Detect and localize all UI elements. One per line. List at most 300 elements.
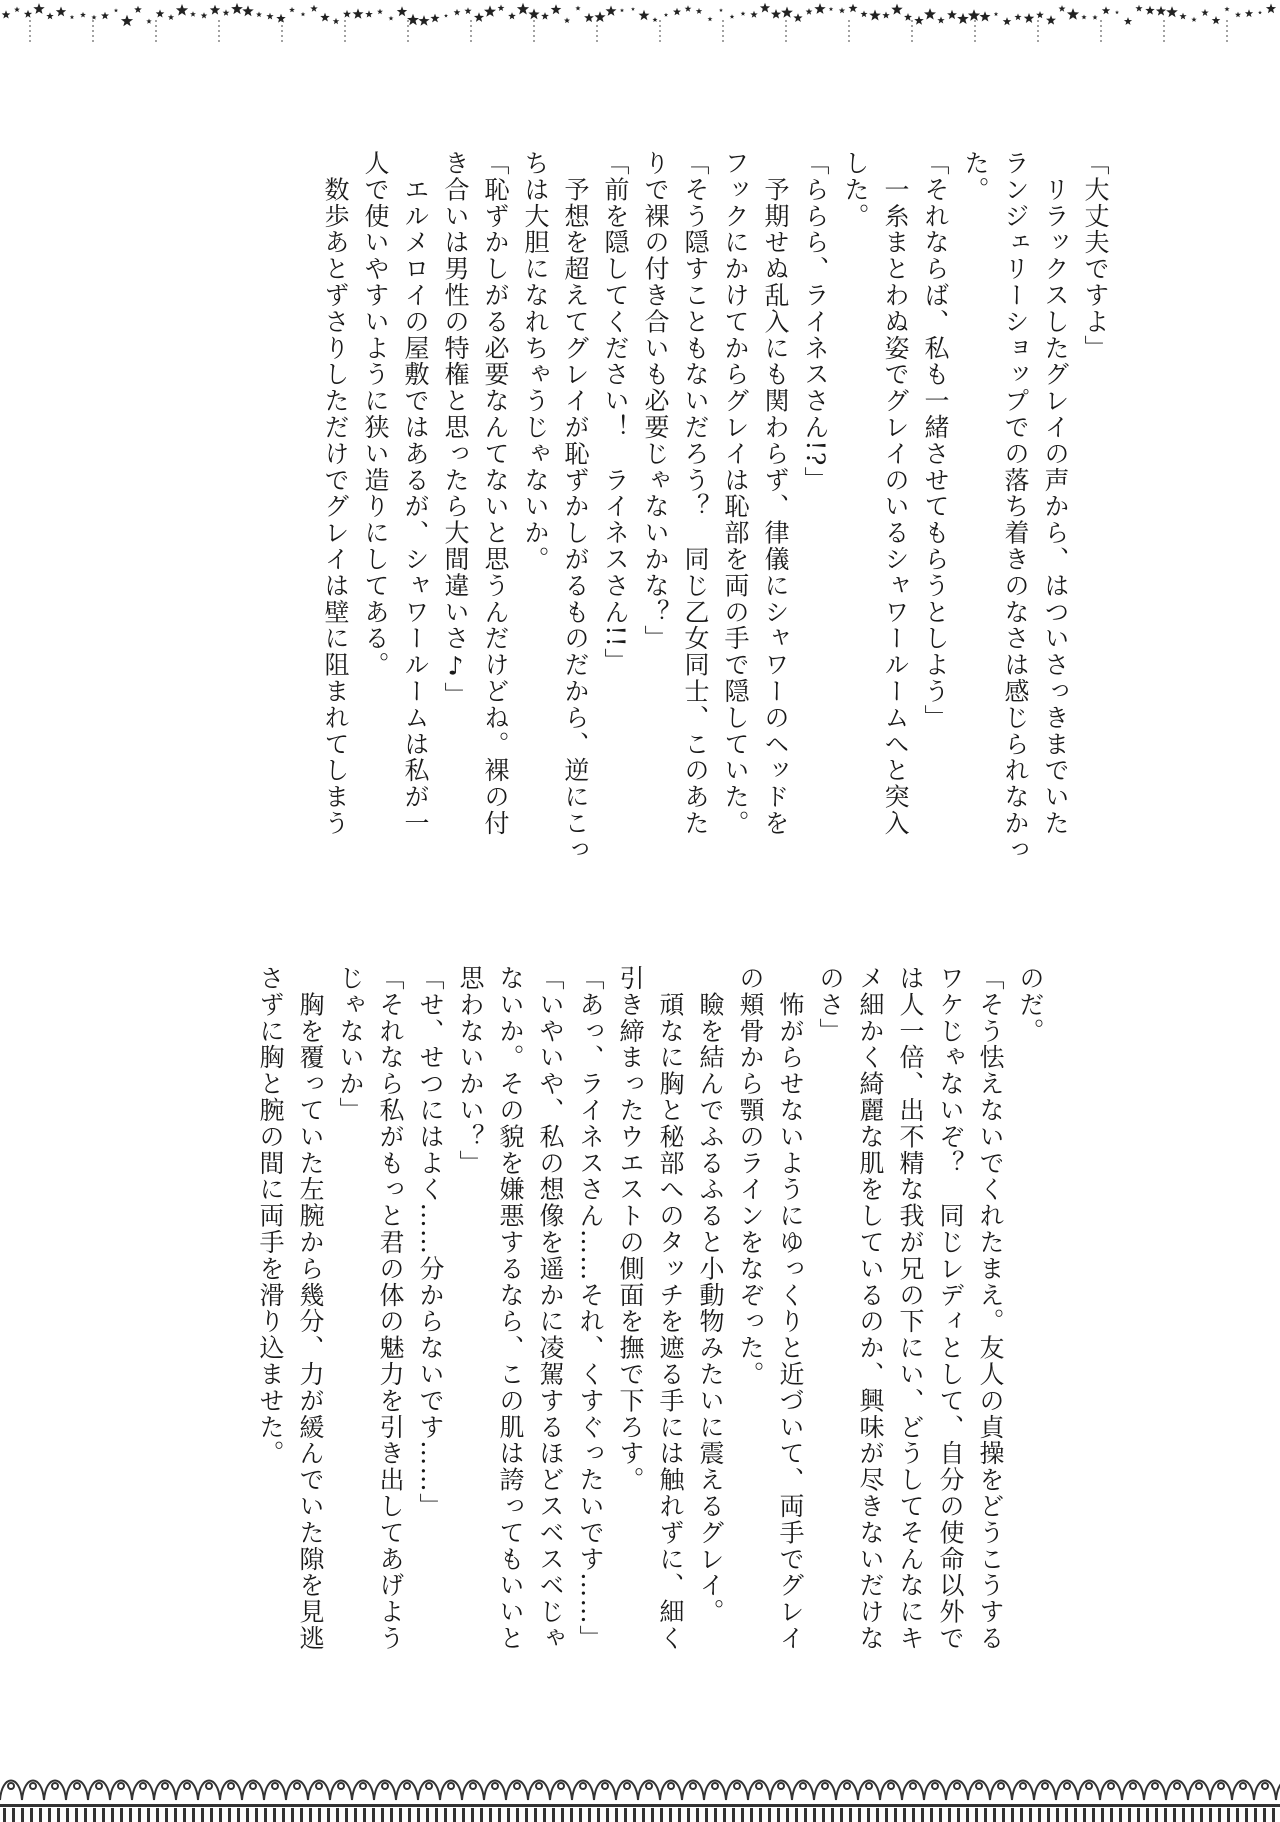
rail-bar [156,1808,159,1822]
star-mark [839,7,845,13]
rail-bar [192,1808,195,1822]
rail-bar [777,1808,780,1822]
rail-loop [910,1783,916,1789]
star-mark [1191,17,1196,22]
rail-bar [1047,1808,1050,1822]
star-mark [176,4,188,16]
rail-loop [1262,1783,1268,1789]
rail-bar [1065,1808,1068,1822]
rail-bar [363,1808,366,1822]
star-mark [528,9,539,20]
rail-bar [426,1808,429,1822]
rail-bar [957,1808,960,1822]
rail-loop [844,1783,850,1789]
star-mark [957,13,969,24]
rail-bar [1227,1808,1230,1822]
star-mark [498,5,505,12]
rail-bar [129,1808,132,1822]
star-mark [1124,17,1132,25]
rail-bar [372,1808,375,1822]
rail-loop [756,1783,762,1789]
rail-loop [954,1783,960,1789]
text-line: 数歩あとずさりしただけでグレイは壁に阻まれてしまう [321,150,350,837]
rail-bar [579,1808,582,1822]
star-mark [464,7,471,14]
rail-loop [162,1783,168,1789]
text-line: 胸を覆っていた左腕から幾分、力が緩んでいた隙を見逃 [296,965,325,1652]
rail-loop [1064,1783,1070,1789]
rail-bar [507,1808,510,1822]
text-line: 「前を隠してください！ ライネスさん!!」 [601,150,630,675]
rail-loop [52,1783,58,1789]
rail-bar [642,1808,645,1822]
text-line: 「大丈夫ですよ」 [1081,150,1110,362]
rail-bar [462,1808,465,1822]
rail-loop [602,1783,608,1789]
rail-loop [866,1783,872,1789]
rail-bar [813,1808,816,1822]
text-line: りで裸の付き合いも必要じゃないかな？」 [641,150,670,652]
rail-bar [408,1808,411,1822]
rail-bar [543,1808,546,1822]
rail-bar [291,1808,294,1822]
star-mark [1059,5,1066,12]
rail-loop [1020,1783,1026,1789]
rail-bar [705,1808,708,1822]
text-line: のさ」 [816,965,845,1045]
rail-bar [786,1808,789,1822]
star-mark [418,15,429,26]
rail-bar [1164,1808,1167,1822]
star-mark [1036,11,1044,18]
ornamental-border-bottom [0,1760,1280,1822]
star-mark [365,10,373,17]
rail-bar [246,1808,249,1822]
rail-bar [1020,1808,1023,1822]
rail-loop [30,1783,36,1789]
rail-bar [120,1808,123,1822]
rail-bar [1056,1808,1059,1822]
star-mark [653,17,658,22]
rail-bar [561,1808,564,1822]
upper-text-block [315,150,1115,880]
rail-bar [975,1808,978,1822]
rail-bar [354,1808,357,1822]
text-line: 「恥ずかしがる必要なんてないと思うんだけどね。裸の付 [481,150,510,837]
text-line: のだ。 [1016,965,1045,1045]
text-line: 「あっ、ライネスさん……それ、くすぐったいです……」 [576,965,605,1652]
rail-bar [804,1808,807,1822]
rail-bar [867,1808,870,1822]
star-mark [508,12,516,19]
rail-loop [448,1783,454,1789]
text-line: ないか。その貌を嫌悪するなら、この肌は誇ってもいいと [496,965,525,1652]
rail-bar [1092,1808,1095,1822]
rail-bar [1218,1808,1221,1822]
rail-bar [471,1808,474,1822]
star-mark [781,7,793,18]
star-mark [564,17,570,23]
star-mark [231,3,243,14]
rail-loop [536,1783,542,1789]
star-mark [861,11,868,18]
text-line: ランジェリーショップでの落ち着きのなさは感じられなかっ [1001,150,1030,863]
rail-loop [514,1783,520,1789]
text-line: 人で使いやすいように狭い造りにしてある。 [361,150,390,678]
rail-bar [741,1808,744,1822]
star-mark [484,5,496,16]
text-line: 思わないかい？」 [456,965,485,1177]
star-mark [33,3,44,14]
rail-loop [646,1783,652,1789]
rail-bar [588,1808,591,1822]
rail-bar [984,1808,987,1822]
star-mark [56,7,66,17]
star-mark [1067,8,1079,20]
rail-bar [273,1808,276,1822]
star-mark [223,9,230,16]
star-mark [517,3,529,15]
rail-loop [118,1783,124,1789]
rail-bar [489,1808,492,1822]
text-line: た。 [961,150,990,203]
rail-loop [1086,1783,1092,1789]
rail-bar [345,1808,348,1822]
rail-loop [580,1783,586,1789]
rail-bar [228,1808,231,1822]
star-mark [444,14,448,18]
rail-loop [228,1783,234,1789]
star-mark [869,10,881,21]
text-line: 「ららら、ライネスさん!?」 [801,150,830,494]
rail-bar [1263,1808,1266,1822]
star-mark [1081,15,1086,20]
star-mark [310,5,317,12]
rail-bar [300,1808,303,1822]
text-line: の頬骨から顎のラインをなぞった。 [736,965,765,1388]
star-mark [121,15,133,26]
rail-bar [903,1808,906,1822]
rail-bar [759,1808,762,1822]
text-line: 「そう隠すこともないだろう？ 同じ乙女同士、このあた [681,150,710,837]
rail-bar [750,1808,753,1822]
rail-loop [668,1783,674,1789]
text-line: 予期せぬ乱入にも関わらず、律儀にシャワーのヘッドを [761,150,790,837]
rail-bar [939,1808,942,1822]
rail-bar [696,1808,699,1822]
star-mark [914,16,924,25]
rail-bar [309,1808,312,1822]
rail-bar [966,1808,969,1822]
rail-loop [272,1783,278,1789]
rail-bar [1029,1808,1032,1822]
star-mark [771,9,781,19]
star-mark [1235,12,1241,18]
star-mark [168,14,174,20]
rail-bar [102,1808,105,1822]
star-mark [1166,6,1178,17]
rail-loop [404,1783,410,1789]
text-line: 予想を超えてグレイが恥ずかしがるものだから、逆にこっ [561,150,590,863]
rail-bar [1128,1808,1131,1822]
star-mark [947,10,957,19]
rail-bar [66,1808,69,1822]
star-mark [389,16,394,21]
star-mark [814,3,825,14]
rail-bar [138,1808,141,1822]
rail-loop [316,1783,322,1789]
star-mark [343,10,351,18]
rail-loop [96,1783,102,1789]
star-mark [156,9,165,17]
text-line: リラックスしたグレイの声から、はついさっきまでいた [1041,150,1070,837]
rail-bar [381,1808,384,1822]
rail-bar [714,1808,717,1822]
rail-loop [1130,1783,1136,1789]
rail-loop [184,1783,190,1789]
rail-bar [93,1808,96,1822]
rail-bar [687,1808,690,1822]
rail-loop [1042,1783,1048,1789]
star-mark [430,14,439,23]
star-mark [980,11,991,21]
star-mark [1115,10,1119,14]
star-mark [1201,9,1208,16]
rail-bar [651,1808,654,1822]
rail-bar [417,1808,420,1822]
rail-bar [1155,1808,1158,1822]
star-mark [146,19,151,24]
rail-loop [690,1783,696,1789]
star-mark [1179,13,1186,20]
rail-loop [360,1783,366,1789]
rail-bar [768,1808,771,1822]
rail-loop [74,1783,80,1789]
rail-loop [976,1783,982,1789]
rail-bar [1272,1808,1275,1822]
rail-bar [390,1808,393,1822]
rail-loop [822,1783,828,1789]
text-line: 瞼を結んでふるふると小動物みたいに震えるグレイ。 [696,965,725,1625]
star-mark [1003,17,1012,25]
rail-bar [1236,1808,1239,1822]
text-line: 「せ、せつにはよく……分からないです……」 [416,965,445,1520]
text-line: き合いは男性の特権と思ったら大間違いさ♪」 [441,150,470,709]
rail-bar [57,1808,60,1822]
rail-bar [1173,1808,1176,1822]
star-mark [730,14,735,18]
rail-bar [318,1808,321,1822]
lower-text-block [250,965,1050,1695]
rail-bar [1146,1808,1149,1822]
star-mark [606,6,617,16]
rail-bar [858,1808,861,1822]
text-line: ちは大胆になれちゃうじゃないか。 [521,150,550,573]
text-line: フックにかけてからグレイは恥部を両の手で隠していた。 [721,150,750,837]
rail-bar [678,1808,681,1822]
rail-bar [840,1808,843,1822]
rail-bar [849,1808,852,1822]
rail-bar [1209,1808,1212,1822]
text-line: メ細かく綺麗な肌をしているのか、興味が尽きないだけな [856,965,885,1652]
rail-loop [140,1783,146,1789]
star-mark [276,14,285,23]
star-mark [708,17,713,22]
rail-bar [1038,1808,1041,1822]
rail-bar [165,1808,168,1822]
star-mark [760,3,770,13]
rail-bar [948,1808,951,1822]
rail-bar [1110,1808,1113,1822]
star-mark [664,13,668,17]
rail-loop [294,1783,300,1789]
rail-bar [399,1808,402,1822]
star-mark [1014,13,1021,20]
star-mark [301,12,306,16]
rail-loop [1218,1783,1224,1789]
star-mark [620,8,624,12]
rail-bar [1119,1808,1122,1822]
star-mark [190,11,196,17]
text-line: エルメロイの屋敷ではあるが、シャワールームは私が一 [401,150,430,837]
rail-bar [264,1808,267,1822]
rail-bar [1074,1808,1077,1822]
star-mark [904,13,912,21]
star-mark [134,6,142,13]
rail-bar [75,1808,78,1822]
rail-loop [492,1783,498,1789]
rail-loop [998,1783,1004,1789]
star-mark [696,8,702,14]
star-mark [91,15,96,20]
rail-loop [1240,1783,1246,1789]
rail-loop [426,1783,432,1789]
text-line: 「いやいや、私の想像を遥かに凌駕するほどスベスベじゃ [536,965,565,1652]
star-mark [1092,15,1097,20]
rail-bar [516,1808,519,1822]
star-mark [333,18,340,24]
rail-bar [552,1808,555,1822]
star-mark [1266,4,1276,14]
rail-bar [885,1808,888,1822]
rail-loop [888,1783,894,1789]
rail-bar [723,1808,726,1822]
star-mark [594,11,605,22]
star-mark [849,4,858,13]
star-mark [631,7,635,11]
text-line: 「それならば、私も一緒させてもらうとしよう」 [921,150,950,731]
rail-loop [800,1783,806,1789]
rail-bar [1200,1808,1203,1822]
rail-bar [255,1808,258,1822]
star-mark [1145,6,1154,15]
rail-bar [831,1808,834,1822]
text-line: は人一倍、出不精な我が兄の下にい、どうしてそんなにキ [896,965,925,1652]
star-mark [1224,7,1229,12]
star-mark [673,8,681,16]
star-border-top [0,0,1280,60]
rail-loop [338,1783,344,1789]
rail-bar [336,1808,339,1822]
rail-bar [534,1808,537,1822]
rail-loop [1196,1783,1202,1789]
rail-loop [1174,1783,1180,1789]
star-mark [891,4,902,15]
star-mark [289,7,295,12]
rail-bar [1182,1808,1185,1822]
rail-bar [912,1808,915,1822]
rail-loop [712,1783,718,1789]
rail-loop [382,1783,388,1789]
star-mark [24,10,32,18]
star-mark [474,12,484,22]
rail-bar [3,1808,6,1822]
rail-bar [921,1808,924,1822]
rail-bar [21,1808,24,1822]
star-mark [70,15,74,19]
star-mark [14,7,20,13]
rail-bar [210,1808,213,1822]
rail-bar [453,1808,456,1822]
rail-bar [732,1808,735,1822]
star-mark [353,8,364,18]
rail-bar [795,1808,798,1822]
text-line: 怖がらせないようにゆっくりと近づいて、両手でグレイ [776,965,805,1652]
text-line: 「そう怯えないでくれたまえ。友人の貞操をどうこうする [976,965,1005,1652]
rail-bar [894,1808,897,1822]
star-mark [1156,6,1166,16]
star-mark [924,8,936,20]
rail-bar [39,1808,42,1822]
star-mark [968,9,980,21]
star-mark [584,13,594,22]
star-mark [1258,11,1262,15]
star-mark [685,5,692,12]
rail-bar [660,1808,663,1822]
rail-bar [597,1808,600,1822]
star-mark [2,10,11,18]
rail-bar [993,1808,996,1822]
rail-bar [444,1808,447,1822]
rail-arch [1276,1781,1280,1801]
star-mark [397,6,407,16]
star-mark [882,12,889,19]
star-mark [994,12,998,16]
star-mark [101,12,109,20]
star-mark [1046,15,1056,25]
rail-loop [8,1783,14,1789]
star-mark [114,8,118,12]
star-mark [256,12,262,18]
star-mark [937,17,944,24]
rail-bar [525,1808,528,1822]
rail-loop [206,1783,212,1789]
rail-bar [174,1808,177,1822]
rail-bar [219,1808,222,1822]
rail-bar [624,1808,627,1822]
rail-bar [1245,1808,1248,1822]
rail-loop [1108,1783,1114,1789]
rail-loop [558,1783,564,1789]
text-line: さずに胸と腕の間に両手を滑り込ませた。 [256,965,285,1467]
rail-bar [201,1808,204,1822]
rail-bar [12,1808,15,1822]
star-mark [741,11,746,16]
rail-bar [930,1808,933,1822]
rail-loop [470,1783,476,1789]
rail-bar [1083,1808,1086,1822]
text-line: 引き締まったウエストの側面を撫で下ろす。 [616,965,645,1493]
